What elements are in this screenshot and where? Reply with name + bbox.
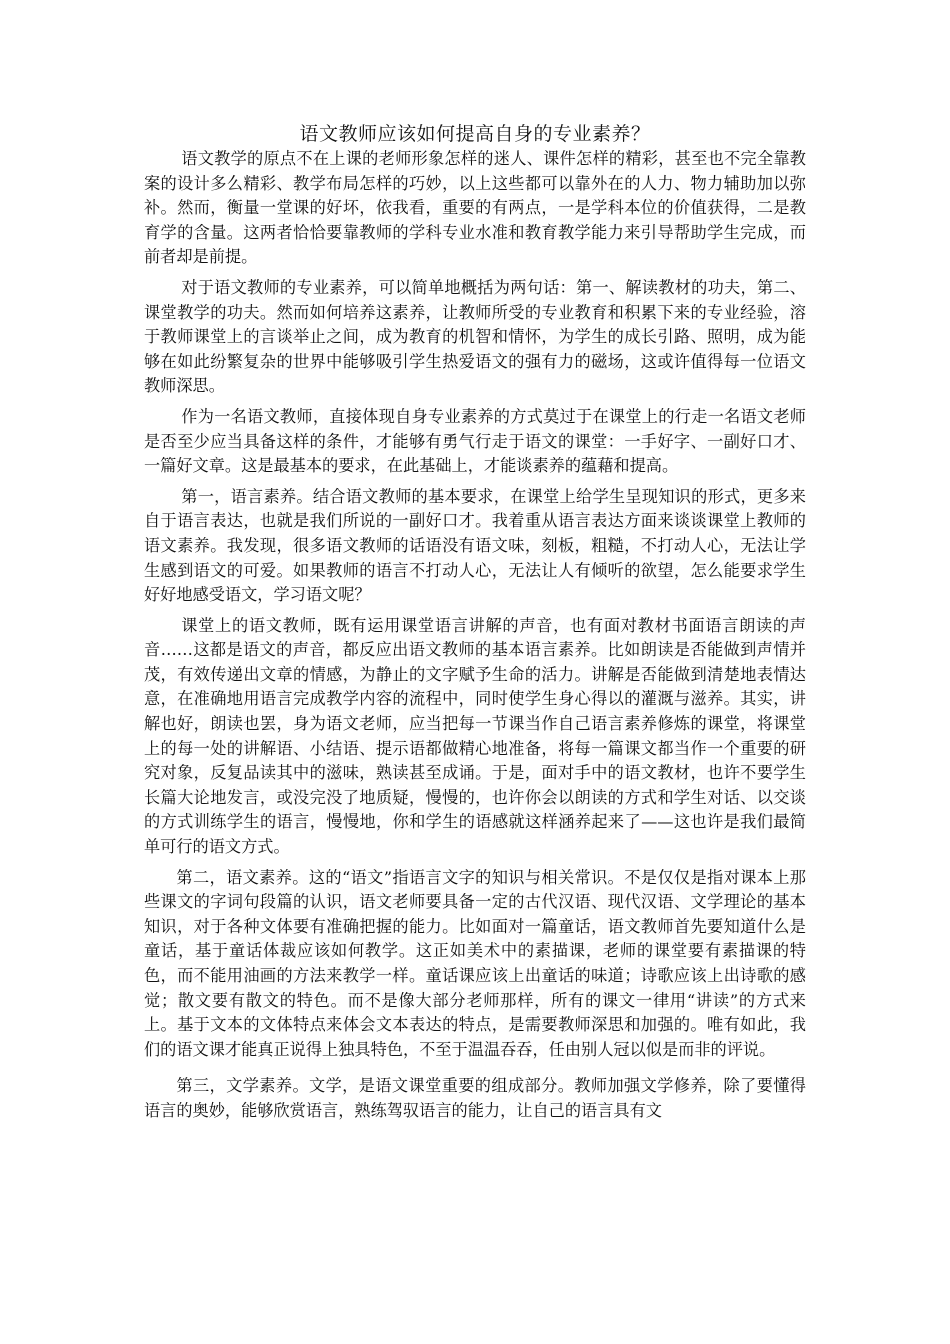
paragraph-7: 第三，文学素养。文学，是语文课堂重要的组成部分。教师加强文学修养，除了要懂得语言的奥妙，能够欣赏语言，熟练驾驭语言的能力，让自己的语言具有文 [144,1076,806,1120]
paragraph-6: 第二，语文素养。这的“语文”指语言文字的知识与相关常识。不是仅仅是指对课本上那些课文的字词句段篇的认识，语文老师要具备一定的古代汉语、现代汉语、文学理论的基本知识，对于各种文体要有准确把握的能力。比如面对一篇童话，语文教师首先要知道什么是童话，基于童话体裁应该如何教学。这正如美术中的素描课，老师的课堂要有素描课的特色，而不能用油画的方法来教学一样。童话课应该上出童话的味道；诗歌应该上出诗歌的感觉；散文要有散文的特色。而不是像大部分老师那样，所有的课文一律用“讲读”的方式来上。基于文本的文体特点来体会文本表达的特点，是需要教师深思和加强的。唯有如此，我们的语文课才能真正说得上独具特色，不至于温温吞吞，任由别人冠以似是而非的评说。 [144,867,806,1059]
paragraph-4: 第一，语言素养。结合语文教师的基本要求，在课堂上给学生呈现知识的形式，更多来自于语言表达，也就是我们所说的一副好口才。我着重从语言表达方面来谈谈课堂上教师的语文素养。我发现，很多语文教师的话语没有语文味，刻板，粗糙，不打动人心，无法让学生感到语文的可爱。如果教师的语言不打动人心，无法让人有倾听的欲望，怎么能要求学生好好地感受语文，学习语文呢？ [144,486,806,605]
paragraph-5: 课堂上的语文教师，既有运用课堂语言讲解的声音，也有面对教材书面语言朗读的声音……这都是语文的声音，都反应出语文教师的基本语言素养。比如朗读是否能做到声情并茂，有效传递出文章的情感，为静止的文字赋予生命的活力。讲解是否能做到清楚地表情达意，在准确地用语言完成教学内容的流程中，同时使学生身心得以的灌溉与滋养。其实，讲解也好，朗读也罢，身为语文老师，应当把每一节课当作自己语言素养修炼的课堂，将课堂上的每一处的讲解语、小结语、提示语都做精心地准备，将每一篇课文都当作一个重要的研究对象，反复品读其中的滋味，熟读甚至成诵。于是，面对手中的语文教材，也许不要学生长篇大论地发言，或没完没了地质疑，慢慢的，也许你会以朗读的方式和学生对话、以交谈的方式训练学生的语言，慢慢地，你和学生的语感就这样涵养起来了——这也许是我们最简单可行的语文方式。 [144,615,806,857]
paragraph-2: 对于语文教师的专业素养，可以简单地概括为两句话：第一、解读教材的功夫，第二、课堂教学的功夫。然而如何培养这素养，让教师所受的专业教育和积累下来的专业经验，溶于教师课堂上的言谈举止之间，成为教育的机智和情怀，为学生的成长引路、照明，成为能够在如此纷繁复杂的世界中能够吸引学生热爱语文的强有力的磁场，这或许值得每一位语文教师深思。 [144,277,806,396]
document-body [144,147,806,1124]
document-title: 语文教师应该如何提高自身的专业素养？ [299,123,651,145]
paragraph-3: 作为一名语文教师，直接体现自身专业素养的方式莫过于在课堂上的行走一名语文老师是否至少应当具备这样的条件，才能够有勇气行走于语文的课堂：一手好字、一副好口才、一篇好文章。这是最基本的要求，在此基础上，才能谈素养的蕴藉和提高。 [144,406,806,476]
paragraph-1: 语文教学的原点不在上课的老师形象怎样的迷人、课件怎样的精彩，甚至也不完全靠教案的设计多么精彩、教学布局怎样的巧妙，以上这些都可以靠外在的人力、物力辅助加以弥补。然而，衡量一堂课的好坏，依我看，重要的有两点，一是学科本位的价值获得，二是教育学的含量。这两者恰恰要靠教师的学科专业水准和教育教学能力来引导帮助学生完成，而前者却是前提。 [144,149,806,267]
